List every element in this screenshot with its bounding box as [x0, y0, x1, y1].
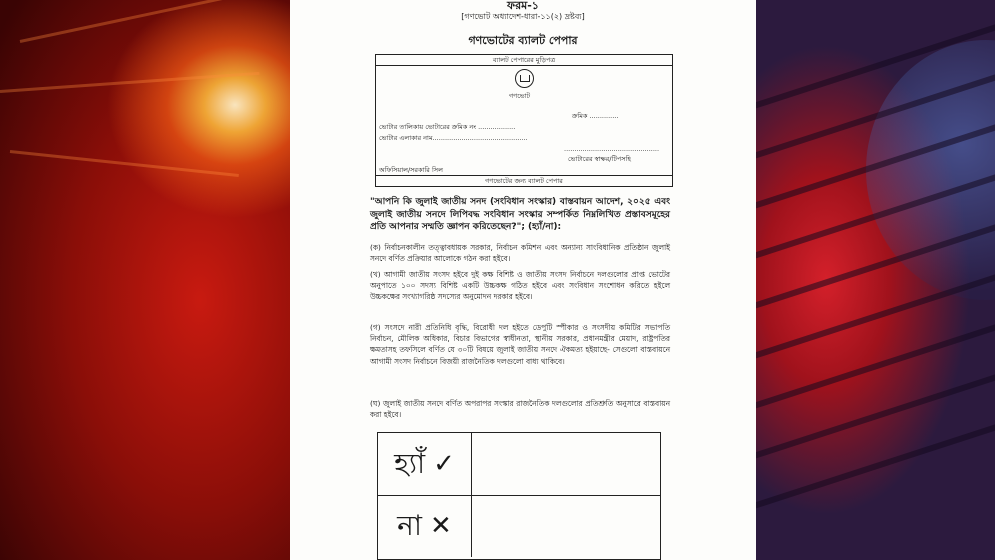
- form-reference: [গণভোট অধ্যাদেশ-ধারা-১১(২) দ্রষ্টব্য]: [461, 12, 585, 21]
- no-row[interactable]: [378, 495, 660, 557]
- background-right-panel: [756, 0, 995, 560]
- emblem-label: গণভোট: [509, 92, 531, 100]
- stripe: [756, 358, 995, 469]
- background-left-panel: [0, 0, 290, 560]
- yes-label-cell: [378, 433, 472, 495]
- stripe: [756, 408, 995, 519]
- form-number: ফরম-১: [507, 0, 539, 12]
- official-seal-label: অফিসিয়াল/সরকারি সিল: [379, 166, 443, 174]
- stripe: [756, 308, 995, 419]
- signature-line: ..............................................: [564, 145, 660, 153]
- yes-label: হ্যাঁ: [394, 447, 426, 480]
- cross-icon: ✕: [430, 511, 452, 541]
- proposal-item: (গ) সংসদে নারী প্রতিনিধি বৃদ্ধি, বিরোধী দল হইতে ডেপুটি স্পীকার ও সংসদীয় কমিটির সভাপতি নির্বাচন, মৌলিক অধিকার, বিচার বিভাগের স্বাধীনতা, স্থানীয় সরকার, প্রধানমন্ত্রীর মেয়াদ, রাষ্ট্রপতির ক্ষমতাসহ তফসিলে বর্ণিত যে ৩০টি বিষয়ে জুলাই জাতীয় সনদে ঐকমত্য হইয়াছে- সেগুলো বাস্তবায়নে আগামী সংসদ নির্বাচনে বিজয়ী রাজনৈতিক দলগুলো বাধ্য থাকিবে।: [370, 323, 670, 366]
- counterfoil-header: ব্যালট পেপারের মুড়িপত্র: [376, 55, 672, 66]
- voter-list-number-field: ভোটার তালিকায় ভোটারের ক্রমিক নং ..................: [379, 123, 516, 131]
- proposal-item: (খ) আগামী জাতীয় সংসদ হইবে দুই কক্ষ বিশিষ্ট ও জাতীয় সংসদ নির্বাচনে দলগুলোর প্রাপ্ত ভোটের অনুপাতে ১০০ সদস্য বিশিষ্ট একটি উচ্চকক্ষ গঠিত হইবে এবং সংবিধান সংশোধন করিতে হইলে উচ্চকক্ষের সংখ্যাগরিষ্ঠ সদস্যের অনুমোদন দরকার হইবে।: [370, 270, 670, 302]
- counterfoil-footer: গণভোটের জন্য ব্যালট পেপার: [376, 175, 672, 186]
- light-streak: [20, 0, 236, 43]
- serial-field: ক্রমিক ..............: [572, 112, 619, 120]
- check-icon: ✓: [433, 449, 455, 479]
- ballot-title: গণভোটের ব্যালট পেপার: [468, 34, 578, 47]
- emblem-icon: [515, 69, 534, 88]
- light-streak: [10, 150, 239, 177]
- no-label: না: [397, 509, 423, 542]
- proposal-item: (ক) নির্বাচনকালীন তত্ত্বাবধায়ক সরকার, নির্বাচন কমিশন এবং অন্যান্য সাংবিধানিক প্রতিষ্ঠান জুলাই সনদে বর্ণিত প্রক্রিয়ার আলোকে গঠন করা হইবে।: [370, 243, 670, 264]
- proposal-item: (ঘ) জুলাই জাতীয় সনদে বর্ণিত অপরাপর সংস্কার রাজনৈতিক দলগুলোর প্রতিশ্রুতি অনুসারে বাস্তবায়ন করা হইবে।: [370, 399, 670, 420]
- voter-area-field: ভোটার এলাকার নাম..............................................: [379, 134, 528, 142]
- ballot-paper: [290, 0, 756, 560]
- vote-table: [377, 432, 661, 560]
- yes-row[interactable]: [378, 433, 660, 496]
- signature-label: ভোটারের স্বাক্ষর/টিপসহি: [568, 155, 631, 163]
- light-streak: [0, 72, 259, 93]
- referendum-question: "আপনি কি জুলাই জাতীয় সনদ (সংবিধান সংস্কার) বাস্তবায়ন আদেশ, ২০২৫ এবং জুলাই জাতীয় সনদে লিপিবদ্ধ সংবিধান সংস্কার সম্পর্কিত নিম্নলিখিত প্রস্তাবসমূহের প্রতি আপনার সম্মতি জ্ঞাপন করিতেছেন?"; (হ্যাঁ/না):: [370, 197, 670, 232]
- no-label-cell: [378, 495, 472, 557]
- counterfoil-box: [375, 54, 673, 187]
